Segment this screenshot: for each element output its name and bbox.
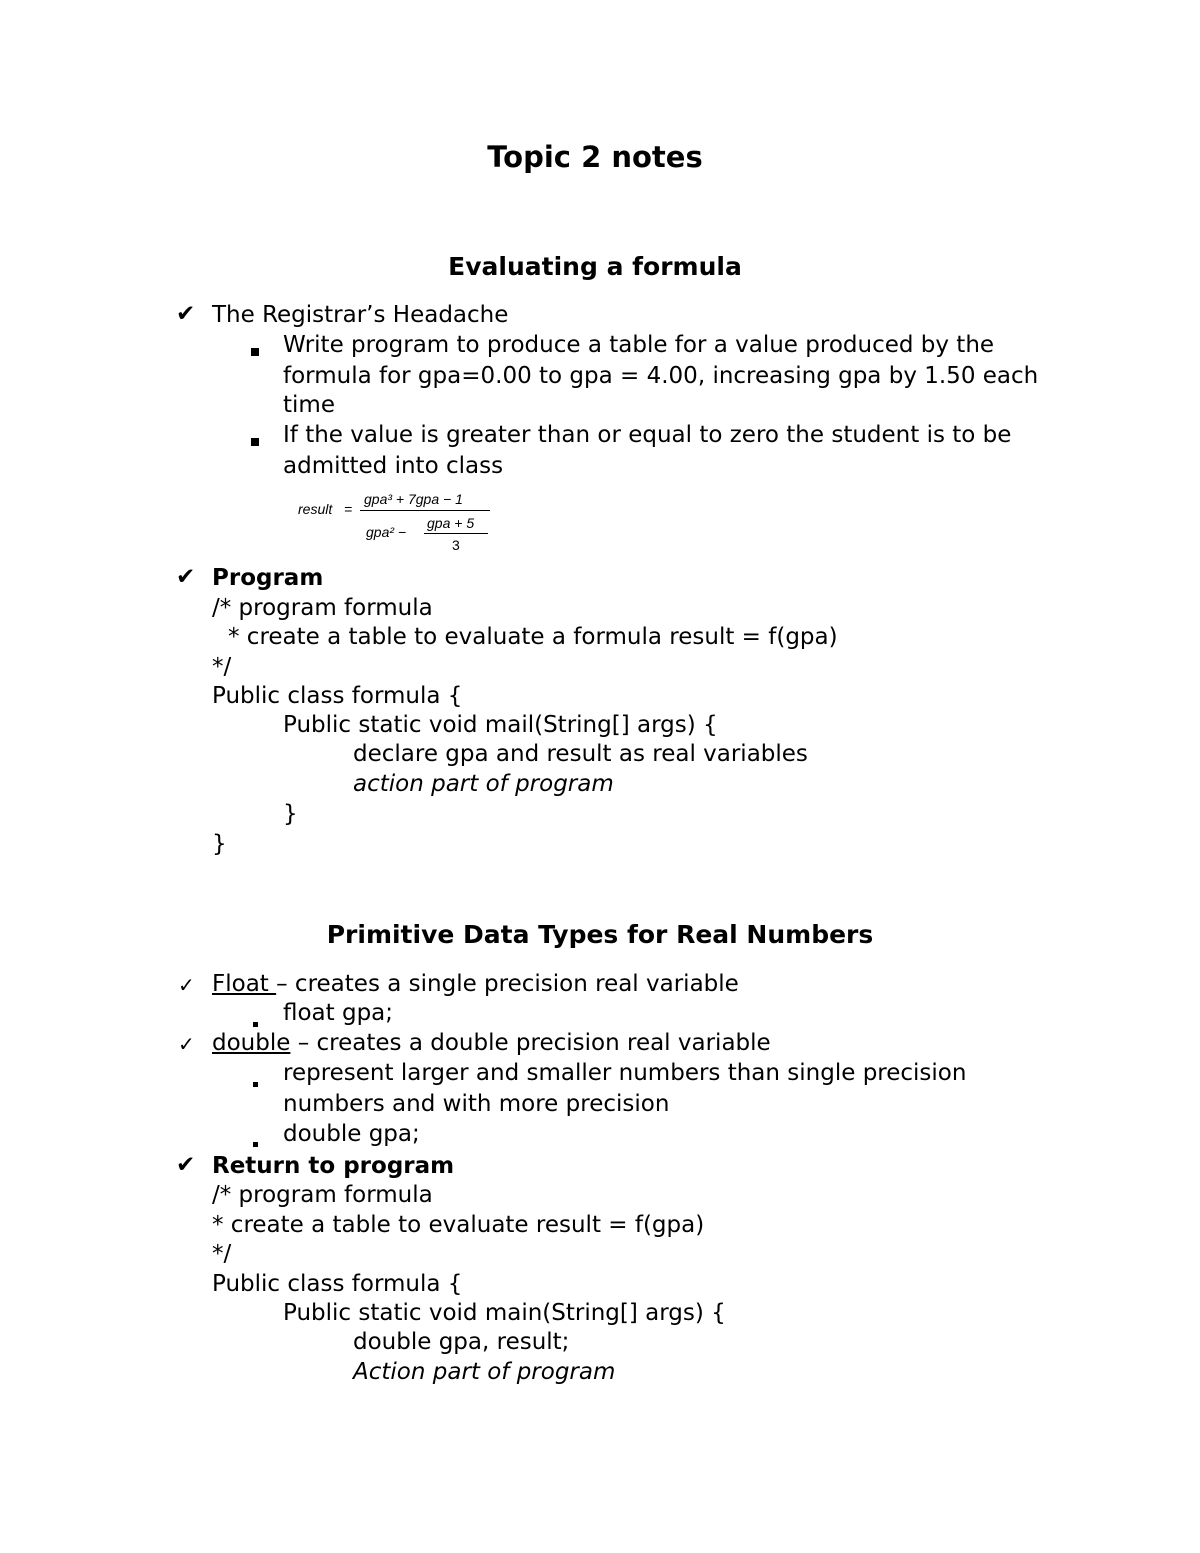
double-term: double	[212, 1030, 291, 1056]
formula-lhs: result	[298, 501, 333, 517]
bullet-text: admitted into class	[283, 453, 504, 479]
page-title: Topic 2 notes	[487, 140, 703, 174]
check-icon: ✔	[176, 1152, 196, 1178]
program-label: Program	[212, 565, 324, 591]
code-line: * create a table to evaluate result = f(gpa)	[212, 1212, 705, 1238]
formula-den-frac-den: 3	[452, 537, 460, 553]
code-line: * create a table to evaluate a formula result = f(gpa)	[228, 624, 838, 650]
return-label: Return to program	[212, 1153, 455, 1179]
square-bullet-icon	[251, 341, 259, 360]
small-square-bullet-icon	[253, 1072, 258, 1091]
bullet-text: Write program to produce a table for a value produced by the	[283, 332, 995, 358]
bullet-text: represent larger and smaller numbers than single precision	[283, 1060, 967, 1086]
formula-numerator: gpa³ + 7gpa − 1	[364, 491, 463, 507]
formula-den-frac-num: gpa + 5	[427, 515, 475, 531]
code-line: Public static void main(String[] args) {	[283, 1300, 726, 1326]
code-line: Public class formula {	[212, 683, 463, 709]
code-line: Public class formula {	[212, 1271, 463, 1297]
small-square-bullet-icon	[253, 1132, 258, 1151]
code-line: Public static void mail(String[] args) {	[283, 712, 718, 738]
float-desc: – creates a single precision real variable	[276, 971, 739, 997]
code-line: /* program formula	[212, 595, 433, 621]
code-line: action part of program	[353, 771, 614, 797]
double-definition	[212, 1028, 771, 1058]
check-light-icon: ✓	[178, 973, 195, 997]
float-definition	[212, 969, 739, 999]
code-line: /* program formula	[212, 1182, 433, 1208]
fraction-bar	[424, 533, 488, 534]
bullet-text: If the value is greater than or equal to zero the student is to be	[283, 422, 1012, 448]
section-heading-primitive: Primitive Data Types for Real Numbers	[326, 920, 874, 949]
float-term: Float	[212, 971, 277, 997]
bullet-text: numbers and with more precision	[283, 1091, 670, 1117]
formula-image	[296, 488, 506, 558]
formula-equals: =	[344, 501, 353, 517]
registrar-label: The Registrar’s Headache	[212, 302, 509, 328]
square-bullet-icon	[251, 431, 259, 450]
code-line: double gpa, result;	[353, 1329, 570, 1355]
code-line: }	[283, 801, 298, 827]
check-icon: ✔	[176, 301, 196, 327]
check-light-icon: ✓	[178, 1032, 195, 1056]
bullet-text: time	[283, 392, 335, 418]
code-line: }	[212, 831, 227, 857]
formula-den-left: gpa² −	[366, 524, 407, 540]
bullet-text: double gpa;	[283, 1121, 420, 1147]
double-desc: – creates a double precision real variable	[290, 1030, 771, 1056]
fraction-bar	[360, 510, 490, 511]
code-line: */	[212, 654, 232, 680]
code-line: Action part of program	[353, 1359, 616, 1385]
bullet-text: formula for gpa=0.00 to gpa = 4.00, increasing gpa by 1.50 each	[283, 363, 1039, 389]
code-line: */	[212, 1241, 232, 1267]
section-heading-evaluating: Evaluating a formula	[448, 252, 742, 281]
check-icon: ✔	[176, 564, 196, 590]
bullet-text: float gpa;	[283, 1000, 394, 1026]
code-line: declare gpa and result as real variables	[353, 741, 808, 767]
